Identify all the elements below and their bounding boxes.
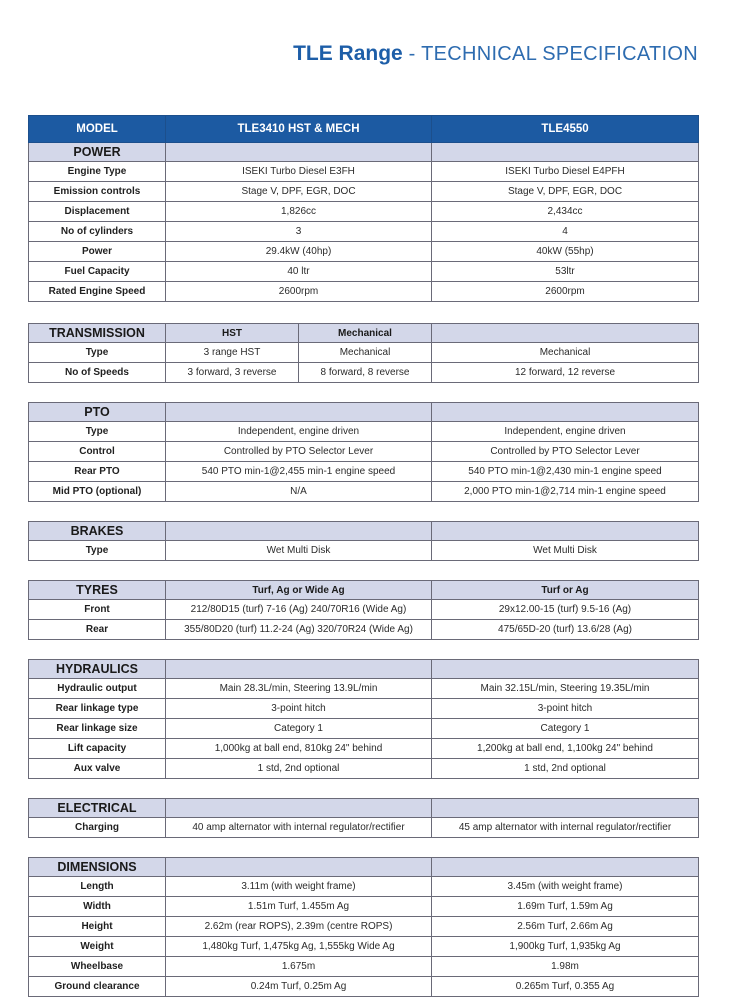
tyres-a-header: Turf, Ag or Wide Ag — [166, 581, 432, 600]
row-label: Power — [29, 242, 166, 262]
cell-value: ISEKI Turbo Diesel E4PFH — [432, 162, 699, 182]
row-label: Rear — [29, 620, 166, 640]
cell-value: 2.62m (rear ROPS), 2.39m (centre ROPS) — [166, 917, 432, 937]
cell-value: Main 32.15L/min, Steering 19.35L/min — [432, 679, 699, 699]
section-title: PTO — [29, 403, 166, 422]
cell-value: 53ltr — [432, 262, 699, 282]
cell-value: Wet Multi Disk — [432, 541, 699, 561]
table-row — [29, 818, 699, 838]
brakes-table — [28, 521, 699, 561]
row-label: Weight — [29, 937, 166, 957]
row-label: Height — [29, 917, 166, 937]
section-header-row — [29, 403, 699, 422]
row-label: Engine Type — [29, 162, 166, 182]
row-label: Wheelbase — [29, 957, 166, 977]
table-row — [29, 422, 699, 442]
power-table — [28, 115, 699, 302]
tyres-table — [28, 580, 699, 640]
pto-table — [28, 402, 699, 502]
cell-value: 8 forward, 8 reverse — [299, 363, 432, 383]
section-title: TRANSMISSION — [29, 324, 166, 343]
cell-value: Category 1 — [432, 719, 699, 739]
table-row — [29, 442, 699, 462]
section-title: POWER — [29, 143, 166, 162]
table-row — [29, 937, 699, 957]
cell-value: 1.69m Turf, 1.59m Ag — [432, 897, 699, 917]
table-row — [29, 699, 699, 719]
row-label: Width — [29, 897, 166, 917]
cell-value: Independent, engine driven — [432, 422, 699, 442]
table-row — [29, 977, 699, 997]
table-row — [29, 719, 699, 739]
table-row — [29, 182, 699, 202]
model-a-label: TLE3410 HST & MECH — [166, 116, 432, 143]
cell-value: 40 ltr — [166, 262, 432, 282]
section-header-row — [29, 858, 699, 877]
cell-value: 40kW (55hp) — [432, 242, 699, 262]
table-row — [29, 363, 699, 383]
cell-value: 4 — [432, 222, 699, 242]
cell-value: 355/80D20 (turf) 11.2-24 (Ag) 320/70R24 (Wide Ag) — [166, 620, 432, 640]
row-label: Rated Engine Speed — [29, 282, 166, 302]
cell-value: Controlled by PTO Selector Lever — [432, 442, 699, 462]
table-row — [29, 343, 699, 363]
row-label: Rear PTO — [29, 462, 166, 482]
section-header-row — [29, 143, 699, 162]
cell-value: 29x12.00-15 (turf) 9.5-16 (Ag) — [432, 600, 699, 620]
section-header-row — [29, 799, 699, 818]
cell-value: 1.98m — [432, 957, 699, 977]
table-row — [29, 242, 699, 262]
cell-value: Main 28.3L/min, Steering 13.9L/min — [166, 679, 432, 699]
row-label: Ground clearance — [29, 977, 166, 997]
cell-value: Controlled by PTO Selector Lever — [166, 442, 432, 462]
hydraulics-table — [28, 659, 699, 779]
cell-value: ISEKI Turbo Diesel E3FH — [166, 162, 432, 182]
row-label: Control — [29, 442, 166, 462]
tyres-b-header: Turf or Ag — [432, 581, 699, 600]
cell-value: 3.45m (with weight frame) — [432, 877, 699, 897]
cell-value: 212/80D15 (turf) 7-16 (Ag) 240/70R16 (Wide Ag) — [166, 600, 432, 620]
model-b-label: TLE4550 — [432, 116, 699, 143]
cell-value: 12 forward, 12 reverse — [432, 363, 699, 383]
section-title: DIMENSIONS — [29, 858, 166, 877]
brand-title: TLE Range — [293, 42, 403, 65]
table-row — [29, 541, 699, 561]
table-row — [29, 759, 699, 779]
title-separator: - — [402, 43, 422, 65]
cell-value: 2,000 PTO min-1@2,714 min-1 engine speed — [432, 482, 699, 502]
cell-value: 540 PTO min-1@2,430 min-1 engine speed — [432, 462, 699, 482]
section-header-row — [29, 522, 699, 541]
cell-value: 1,000kg at ball end, 810kg 24" behind — [166, 739, 432, 759]
row-label: Fuel Capacity — [29, 262, 166, 282]
table-row — [29, 877, 699, 897]
table-row — [29, 739, 699, 759]
row-label: Type — [29, 422, 166, 442]
cell-value: Wet Multi Disk — [166, 541, 432, 561]
cell-value: 3.11m (with weight frame) — [166, 877, 432, 897]
cell-value: 40 amp alternator with internal regulator/rectifier — [166, 818, 432, 838]
cell-value: 1 std, 2nd optional — [166, 759, 432, 779]
cell-value: 3 forward, 3 reverse — [166, 363, 299, 383]
cell-value: 3 — [166, 222, 432, 242]
dimensions-table — [28, 857, 699, 997]
section-title: TYRES — [29, 581, 166, 600]
cell-value: 1.675m — [166, 957, 432, 977]
table-row — [29, 202, 699, 222]
table-row — [29, 917, 699, 937]
table-row — [29, 162, 699, 182]
cell-value: 0.24m Turf, 0.25m Ag — [166, 977, 432, 997]
cell-value: 2.56m Turf, 2.66m Ag — [432, 917, 699, 937]
cell-value: 45 amp alternator with internal regulator/rectifier — [432, 818, 699, 838]
row-label: Displacement — [29, 202, 166, 222]
table-row — [29, 262, 699, 282]
row-label: No of cylinders — [29, 222, 166, 242]
section-title: HYDRAULICS — [29, 660, 166, 679]
cell-value: 1,900kg Turf, 1,935kg Ag — [432, 937, 699, 957]
table-row — [29, 679, 699, 699]
cell-value: 1.51m Turf, 1.455m Ag — [166, 897, 432, 917]
cell-value: 3-point hitch — [432, 699, 699, 719]
cell-value: 2,434cc — [432, 202, 699, 222]
table-row — [29, 600, 699, 620]
cell-value: 2600rpm — [432, 282, 699, 302]
transmission-table — [28, 323, 699, 383]
cell-value: Mechanical — [432, 343, 699, 363]
cell-value: Category 1 — [166, 719, 432, 739]
table-row — [29, 482, 699, 502]
section-header-row — [29, 660, 699, 679]
table-row — [29, 282, 699, 302]
row-label: Type — [29, 343, 166, 363]
section-title: BRAKES — [29, 522, 166, 541]
row-label: No of Speeds — [29, 363, 166, 383]
cell-value: N/A — [166, 482, 432, 502]
cell-value: 475/65D-20 (turf) 13.6/28 (Ag) — [432, 620, 699, 640]
cell-value: 29.4kW (40hp) — [166, 242, 432, 262]
row-label: Front — [29, 600, 166, 620]
cell-value: 1 std, 2nd optional — [432, 759, 699, 779]
row-label: Rear linkage type — [29, 699, 166, 719]
hst-header: HST — [166, 324, 299, 343]
table-row — [29, 462, 699, 482]
cell-value: 3-point hitch — [166, 699, 432, 719]
section-header-row — [29, 581, 699, 600]
table-row — [29, 897, 699, 917]
section-header-row — [29, 324, 699, 343]
section-title: ELECTRICAL — [29, 799, 166, 818]
cell-value: 1,200kg at ball end, 1,100kg 24" behind — [432, 739, 699, 759]
row-label: Rear linkage size — [29, 719, 166, 739]
cell-value: 3 range HST — [166, 343, 299, 363]
row-label: Lift capacity — [29, 739, 166, 759]
row-label: Mid PTO (optional) — [29, 482, 166, 502]
row-label: Aux valve — [29, 759, 166, 779]
cell-value: 2600rpm — [166, 282, 432, 302]
cell-value: Stage V, DPF, EGR, DOC — [166, 182, 432, 202]
page-title — [0, 42, 698, 66]
row-label: Length — [29, 877, 166, 897]
row-label: Charging — [29, 818, 166, 838]
subtitle: TECHNICAL SPECIFICATION — [421, 43, 698, 65]
row-label: Emission controls — [29, 182, 166, 202]
model-header-row — [29, 116, 699, 143]
table-row — [29, 222, 699, 242]
table-row — [29, 957, 699, 977]
cell-value: 1,480kg Turf, 1,475kg Ag, 1,555kg Wide Ag — [166, 937, 432, 957]
row-label: Type — [29, 541, 166, 561]
cell-value: Mechanical — [299, 343, 432, 363]
cell-value: 1,826cc — [166, 202, 432, 222]
cell-value: 0.265m Turf, 0.355 Ag — [432, 977, 699, 997]
electrical-table — [28, 798, 699, 838]
cell-value: Independent, engine driven — [166, 422, 432, 442]
model-label: MODEL — [29, 116, 166, 143]
table-row — [29, 620, 699, 640]
cell-value: Stage V, DPF, EGR, DOC — [432, 182, 699, 202]
mechanical-header: Mechanical — [299, 324, 432, 343]
cell-value: 540 PTO min-1@2,455 min-1 engine speed — [166, 462, 432, 482]
row-label: Hydraulic output — [29, 679, 166, 699]
